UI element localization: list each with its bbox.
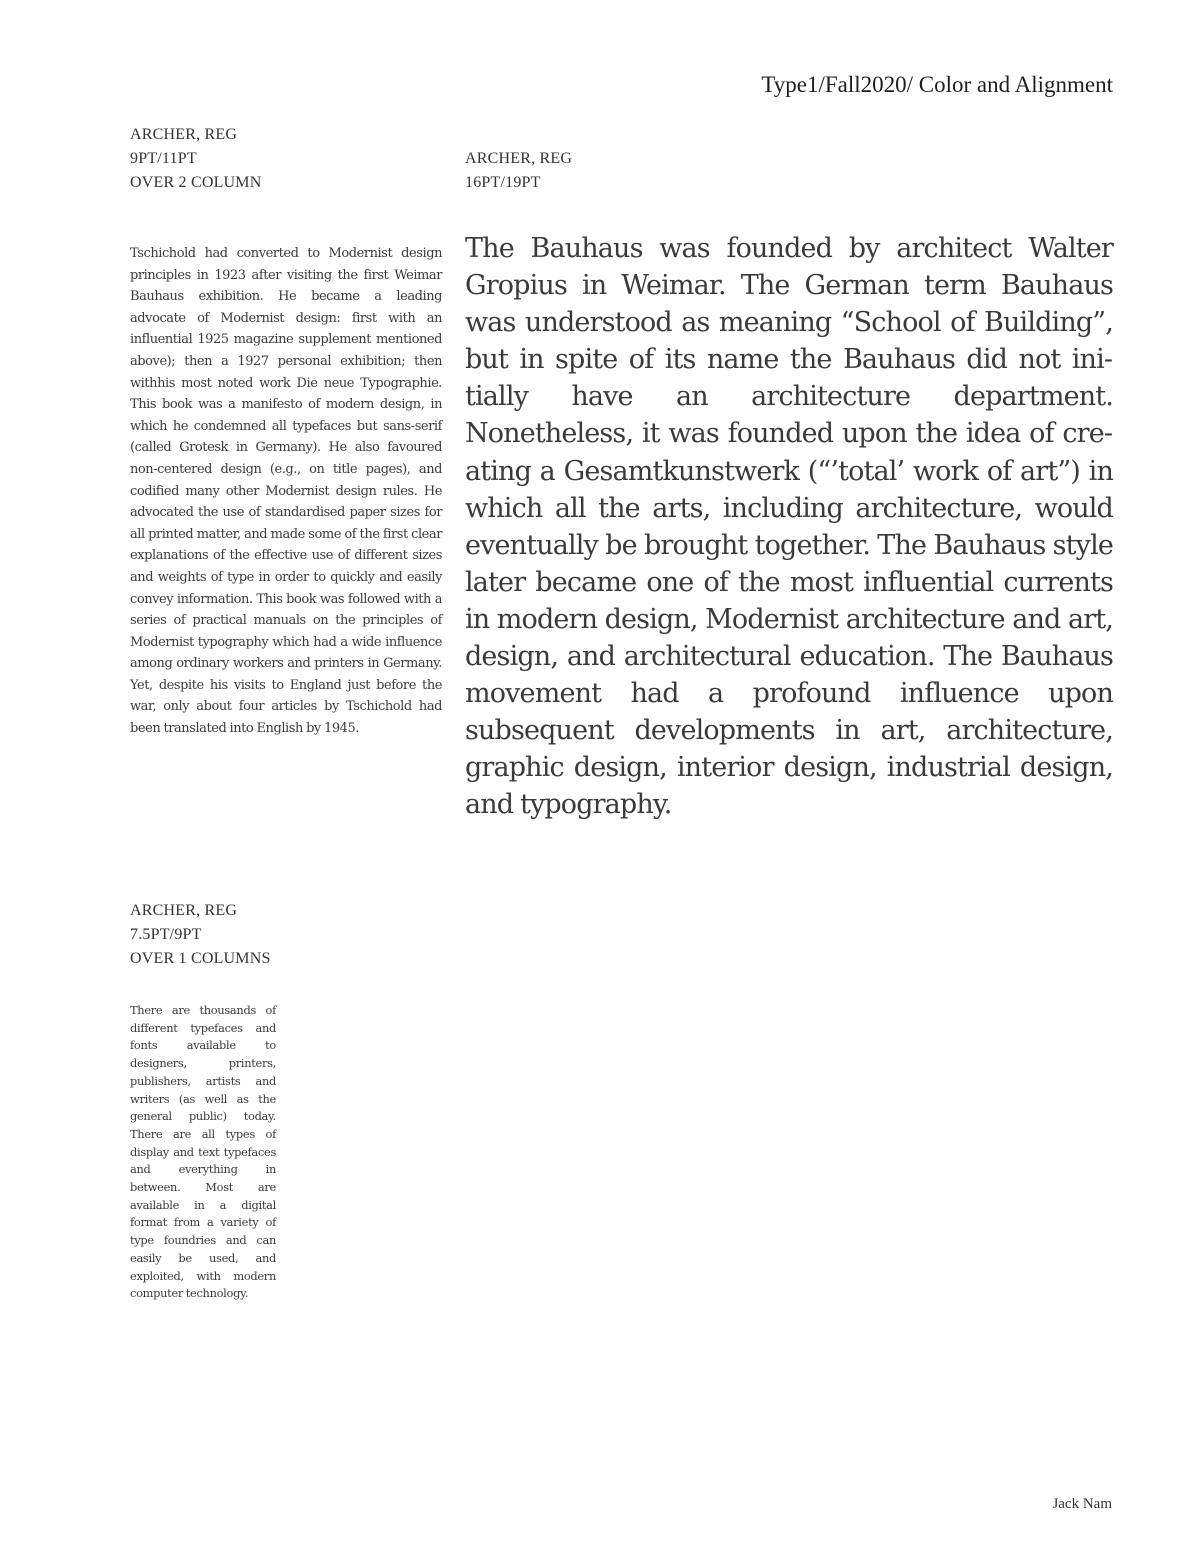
spec-font-name: ARCHER, REG: [130, 126, 238, 143]
spec-font-name: ARCHER, REG: [130, 902, 238, 919]
footer-author-name: Jack Nam: [1052, 1496, 1112, 1512]
spec-label-16pt: [465, 147, 572, 195]
page-header-title: Type1/Fall2020/ Color and Alignment: [761, 72, 1113, 97]
spec-column-span: OVER 1 COLUMNS: [130, 950, 271, 967]
spec-size-leading: 9PT/11PT: [130, 150, 197, 167]
body-text-16pt-bauhaus: The Bauhaus was founded by architect Walter Gropius in Weimar. The German term Bauhaus was understood as meaning “School of Building”, but in spite of its name the Bauhaus did not initially have an architecture department. Nonetheless, it was founded upon the idea of creating a Gesamtkunstwerk (“’total’ work of art”) in which all the arts, including architecture, would eventually be brought together. The Bauhaus style later became one of the most influential currents in modern design, Modernist architecture and art, design, and architectural education. The Bauhaus movement had a profound influence upon subsequent developments in art, architecture, graphic design, interior design, industrial design, and typography.: [465, 233, 1113, 821]
spec-label-9pt: [130, 123, 262, 195]
spec-label-7-5pt: [130, 899, 271, 971]
spec-font-name: ARCHER, REG: [465, 150, 573, 167]
spec-column-span: OVER 2 COLUMN: [130, 174, 262, 191]
spec-size-leading: 16PT/19PT: [465, 174, 541, 191]
spec-size-leading: 7.5PT/9PT: [130, 926, 202, 943]
body-text-7-5pt-typefaces: There are thousands of different typefaces and fonts available to designers, printers, publishers, artists and writers (as well as the general public) today. There are all types of display and text typefaces and everything in between. Most are available in a digital format from a variety of type foundries and can easily be used, and exploited, with modern computer technology.: [130, 1003, 276, 1301]
body-text-9pt-tschichold: Tschichold had converted to Modernist design principles in 1923 after visiting the first Weimar Bauhaus exhibition. He became a leading advocate of Modernist design: first with an influential 1925 magazine supplement mentioned above); then a 1927 personal exhibition; then withhis most noted work Die neue Typographie. This book was a manifesto of modern design, in which he condemned all typefaces but sans-serif (called Grotesk in Germany). He also favoured non-centered design (e.g., on title pages), and codified many other Modernist design rules. He advocated the use of standardised paper sizes for all printed matter, and made some of the first clear explanations of the effective use of different sizes and weights of type in order to quickly and easily convey information. This book was followed with a series of practical manuals on the principles of Modernist typography which had a wide influence among ordinary workers and printers in Germany. Yet, despite his visits to England just before the war, only about four articles by Tschichold had been translated into English by 1945.: [130, 246, 442, 737]
